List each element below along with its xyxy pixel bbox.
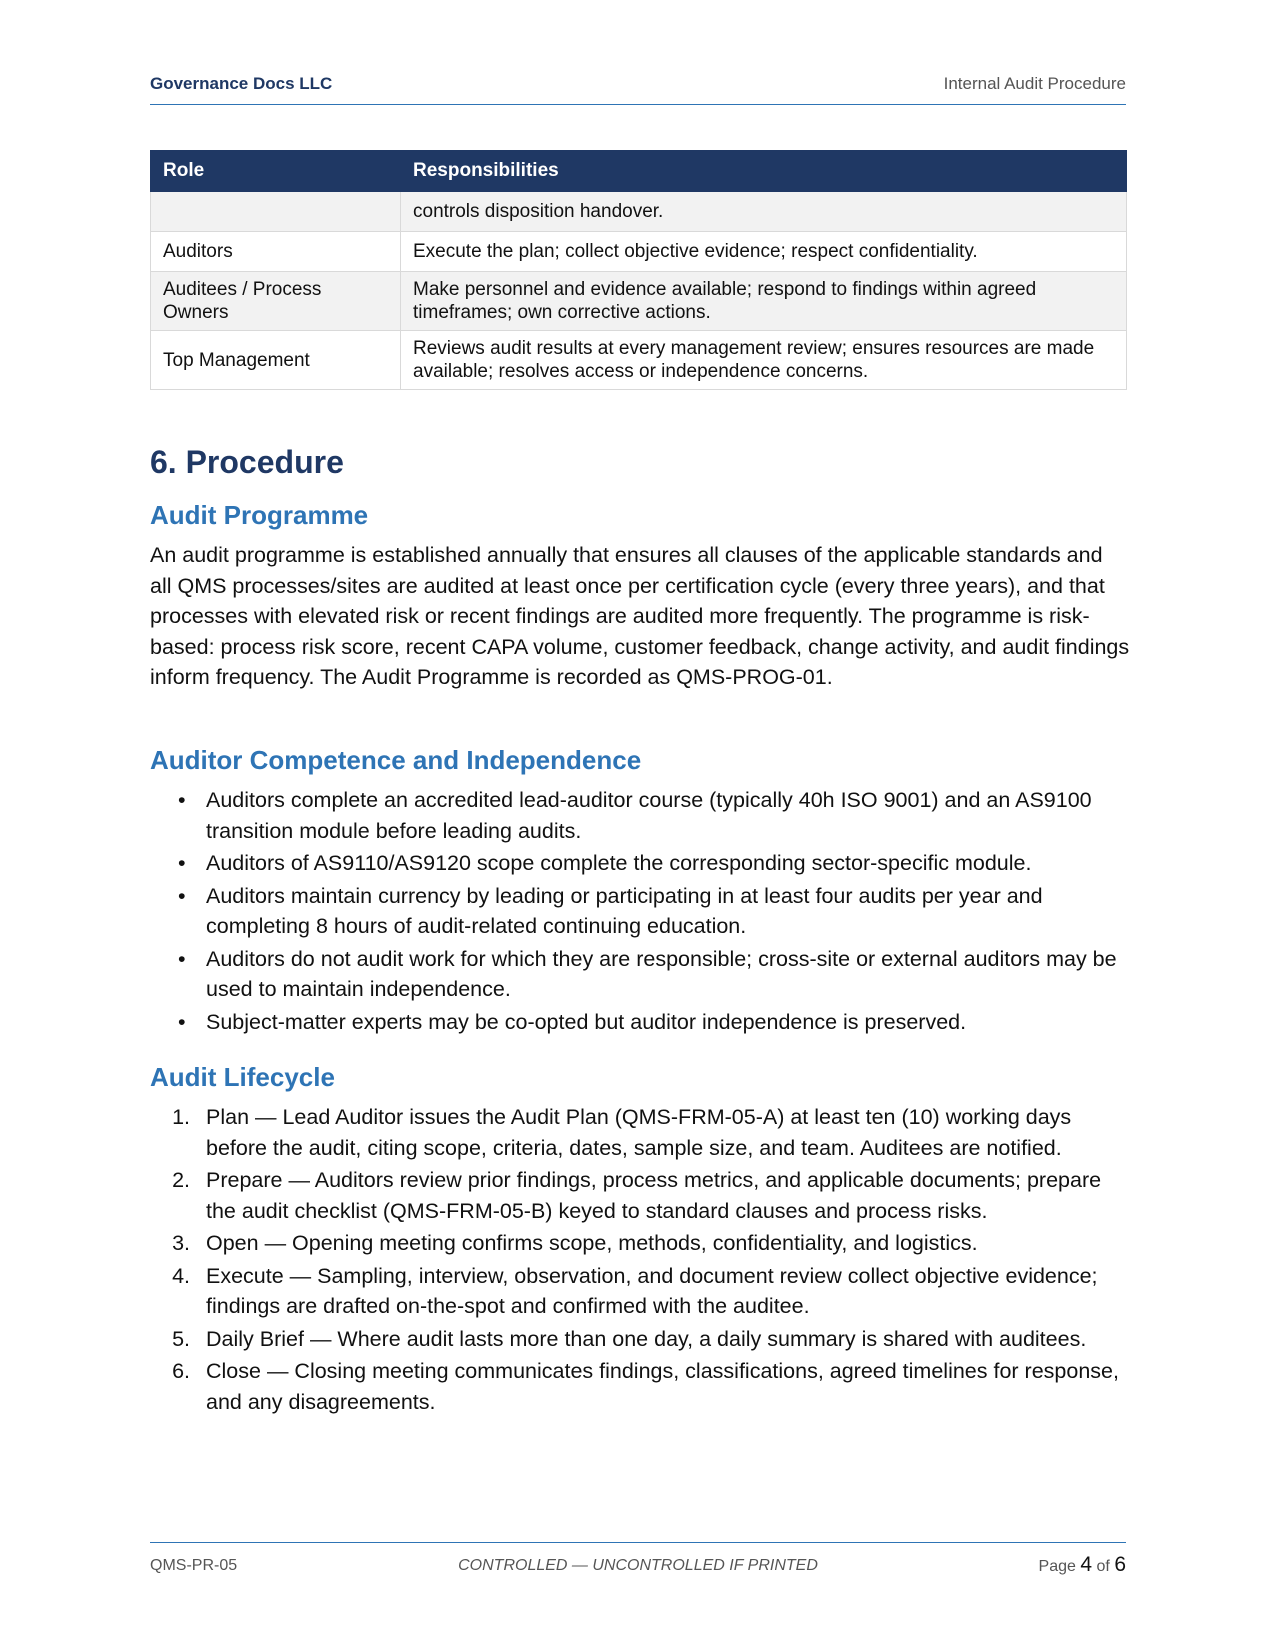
competence-list [150, 785, 1130, 1039]
responsibility-cell: Execute the plan; collect objective evidence; respect confidentiality. [401, 232, 1127, 272]
step-number: 6. [172, 1359, 190, 1383]
audit-programme-text: An audit programme is established annually that ensures all clauses of the applicable standards and all QMS processes/sites are audited at least once per certification cycle (every three years), and that processes with elevated risk or recent findings are audited more frequently. The programme is risk-based: process risk score, recent CAPA volume, customer feedback, change activity, and audit findings inform frequency. The Audit Programme is recorded as QMS-PROG-01. [150, 543, 1130, 689]
responsibility-cell: Reviews audit results at every management review; ensures resources are made available; resolves access or independence concerns. [401, 331, 1127, 390]
role-cell: Auditors [151, 232, 401, 272]
list-item [150, 785, 1130, 846]
bullet-icon: • [178, 851, 186, 875]
step-number: 3. [172, 1231, 190, 1255]
list-item [150, 848, 1130, 879]
step-number: 1. [172, 1105, 190, 1129]
list-item [150, 881, 1130, 942]
of-label: of [1096, 1558, 1110, 1575]
bullet-icon: • [178, 946, 186, 971]
section-title: 6. Procedure [150, 444, 344, 480]
step-text: Prepare — Auditors review prior findings, process metrics, and applicable documents; prepare the audit checklist (QMS-FRM-05-B) keyed to standard clauses and process risks. [206, 1168, 1102, 1223]
table-row [151, 232, 1127, 272]
page-number [1039, 1553, 1126, 1577]
list-item [150, 1324, 1130, 1355]
company-name: Governance Docs LLC [150, 74, 333, 93]
lifecycle-list [150, 1102, 1130, 1419]
audit-programme-heading: Audit Programme [150, 500, 369, 530]
step-text: Open — Opening meeting confirms scope, methods, confidentiality, and logistics. [206, 1231, 978, 1255]
audit-lifecycle-heading: Audit Lifecycle [150, 1062, 335, 1092]
roles-table [150, 150, 1127, 390]
document-title: Internal Audit Procedure [943, 74, 1126, 93]
list-item [150, 1356, 1130, 1417]
step-text: Execute — Sampling, interview, observation, and document review collect objective evidence; findings are drafted on-the-spot and confirmed with the auditee. [206, 1263, 1098, 1318]
role-cell [151, 192, 401, 232]
step-text: Plan — Lead Auditor issues the Audit Plan (QMS-FRM-05-A) at least ten (10) working days before the audit, citing scope, criteria, dates, sample size, and team. Auditees are notified. [206, 1105, 1072, 1160]
document-id: QMS-PR-05 [150, 1557, 238, 1574]
list-item [150, 944, 1130, 1005]
table-row [151, 192, 1127, 232]
list-item-text: Auditors do not audit work for which they are responsible; cross-site or external auditors may be used to maintain independence. [206, 946, 1117, 1001]
page-label: Page [1038, 1558, 1076, 1575]
bullet-icon: • [178, 788, 186, 812]
column-header-responsibilities: Responsibilities [401, 151, 1127, 192]
list-item [150, 1102, 1130, 1163]
list-item-text: Auditors complete an accredited lead-auditor course (typically 40h ISO 9001) and an AS9100 transition module before leading audits. [206, 788, 1092, 843]
auditor-competence-heading: Auditor Competence and Independence [150, 745, 642, 775]
role-cell: Auditees / Process Owners [151, 272, 401, 331]
bullet-icon: • [178, 883, 186, 908]
current-page: 4 [1080, 1553, 1093, 1576]
responsibility-cell: controls disposition handover. [401, 192, 1127, 232]
list-item-text: Auditors maintain currency by leading or participating in at least four audits per year and completing 8 hours of audit-related continuing education. [206, 883, 1043, 938]
role-cell: Top Management [151, 331, 401, 390]
step-number: 2. [172, 1168, 190, 1192]
responsibility-cell: Make personnel and evidence available; respond to findings within agreed timeframes; own corrective actions. [401, 272, 1127, 331]
table-row [151, 272, 1127, 331]
control-notice: CONTROLLED — UNCONTROLLED IF PRINTED [458, 1557, 818, 1574]
column-header-role: Role [151, 151, 401, 192]
total-pages: 6 [1114, 1553, 1126, 1576]
step-text: Close — Closing meeting communicates findings, classifications, agreed timelines for response, and any disagreements. [206, 1359, 1119, 1414]
list-item [150, 1007, 1130, 1038]
table-row [151, 331, 1127, 390]
step-number: 5. [172, 1326, 190, 1351]
list-item-text: Subject-matter experts may be co-opted but auditor independence is preserved. [206, 1009, 967, 1034]
list-item-text: Auditors of AS9110/AS9120 scope complete the corresponding sector-specific module. [206, 851, 1032, 875]
step-number: 4. [172, 1263, 190, 1288]
list-item [150, 1228, 1130, 1259]
bullet-icon: • [178, 1009, 186, 1034]
page-footer [150, 1542, 1126, 1583]
page-header [150, 70, 1126, 105]
list-item [150, 1261, 1130, 1322]
table-header-row [151, 151, 1127, 192]
step-text: Daily Brief — Where audit lasts more than one day, a daily summary is shared with auditees. [206, 1326, 1087, 1351]
list-item [150, 1165, 1130, 1226]
